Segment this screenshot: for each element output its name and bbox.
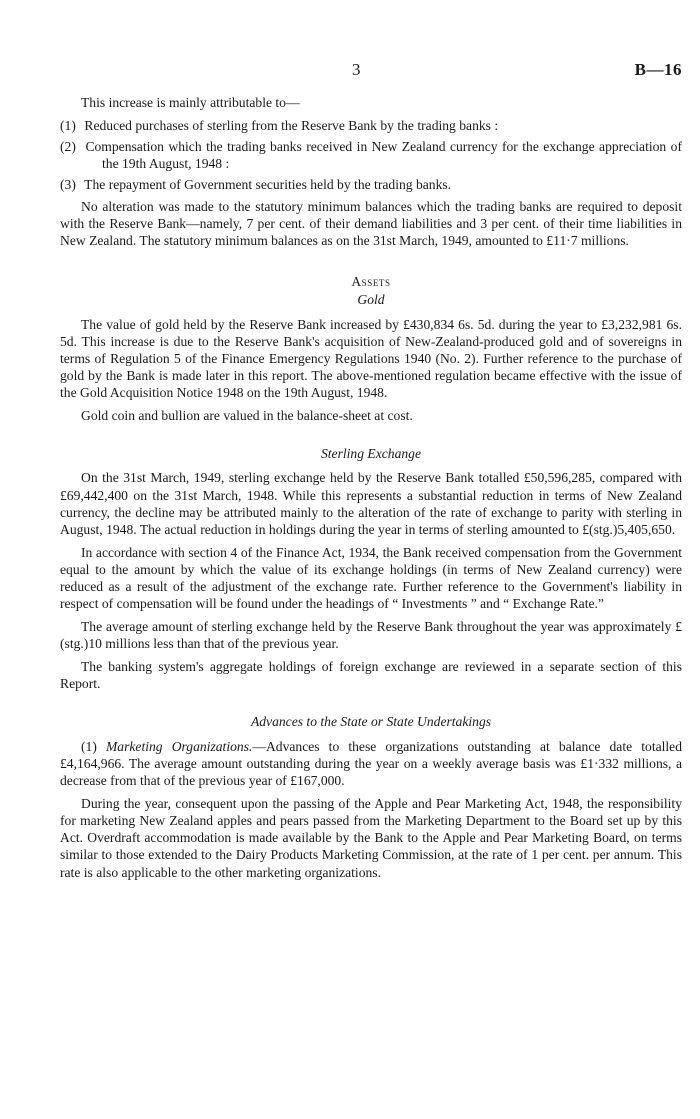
sterling-paragraph-4: The banking system's aggregate holdings of foreign exchange are reviewed in a separate section of this Report. [60, 658, 682, 692]
list-item: (3) The repayment of Government securities held by the trading banks. [60, 177, 452, 193]
subheading-advances: Advances to the State or State Undertakings [250, 714, 492, 730]
list-item-text: The repayment of Government securities held by the trading banks. [84, 177, 452, 193]
subheading-gold: Gold [357, 292, 385, 308]
section-heading-assets: Assets [351, 274, 391, 290]
sterling-paragraph-1: On the 31st March, 1949, sterling exchange held by the Reserve Bank totalled £50,596,285, compared with £69,442,400 on the 31st March, 1948. While this represents a substantial reduction in terms of New Zealand currency, the decline may be attributed mainly to the alteration of the rate of exchange to parity with sterling in August, 1948. The actual reduction in holdings during the year in terms of sterling amounted to £(stg.)5,405,650. [60, 470, 682, 538]
gold-paragraph-1: The value of gold held by the Reserve Bank increased by £430,834 6s. 5d. during the year to £3,232,981 6s. 5d. This increase is due to the Reserve Bank's acquisition of New-Zealand-produced gold and of sovereigns in terms of Regulation 5 of the Finance Emergency Regulations 1940 (No. 2). Further reference to the purchase of gold by the Bank is made later in this report. The above-mentioned regulation became effective with the issue of the Gold Acquisition Notice 1948 on the 19th August, 1948. [60, 316, 682, 401]
document-reference: B—16 [634, 60, 682, 79]
sterling-paragraph-2: In accordance with section 4 of the Finance Act, 1934, the Bank received compensation from the Government equal to the amount by which the value of its exchange holdings (in terms of New Zealand currency) were reduced as a result of the adjustment of the exchange rate. Further reference to the Government's liability in respect of compensation will be found under the headings of “ Investments ” and “ Exchange Rate.” [60, 544, 682, 612]
statutory-balances-paragraph: No alteration was made to the statutory minimum balances which the trading banks are required to deposit with the Reserve Bank—namely, 7 per cent. of their demand liabilities and 3 per cent. of their time liabilities in New Zealand. The statutory minimum balances as on the 31st March, 1949, amounted to £11·7 millions. [60, 198, 682, 248]
intro-lead: This increase is mainly attributable to— [81, 95, 300, 110]
list-item-text: Reduced purchases of sterling from the Reserve Bank by the trading banks : [84, 117, 499, 133]
page-body [60, 94, 682, 886]
list-item: (2) Compensation which the trading banks received in New Zealand currency for the exchange appreciation of the 19th August, 1948 : [60, 138, 682, 172]
page-number: 3 [352, 60, 361, 79]
advances-paragraph-2: During the year, consequent upon the passing of the Apple and Pear Marketing Act, 1948, the responsibility for marketing New Zealand apples and pears passed from the Marketing Department to the Board set up by this Act. Overdraft accommodation is made available by the Bank to the Apple and Pear Marketing Board, on terms similar to those extended to the Dairy Products Marketing Commission, at the rate of 1 per cent. per annum. This rate is also applicable to the other marketing organizations. [60, 795, 682, 880]
list-item-text: Compensation which the trading banks received in New Zealand currency for the exchange appreciation of the 19th August, 1948 : [85, 138, 682, 172]
gold-paragraph-2: Gold coin and bullion are valued in the balance-sheet at cost. [81, 408, 413, 424]
advances-paragraph-1-text: —Advances to these organizations outstanding at balance date totalled £4,164,966. The average amount outstanding during the year on a weekly average basis was £1·332 millions, a decrease from that of the previous year of £167,000. [60, 738, 683, 788]
advances-paragraph-1 [60, 738, 682, 790]
advances-item-number: (1) [81, 738, 97, 754]
page-header [0, 60, 700, 80]
list-item: (1) Reduced purchases of sterling from the Reserve Bank by the trading banks : [60, 117, 499, 133]
subheading-sterling-exchange: Sterling Exchange [320, 446, 422, 462]
advances-run-in-heading: Marketing Organizations. [105, 738, 253, 754]
sterling-paragraph-3: The average amount of sterling exchange held by the Reserve Bank throughout the year was approximately £(stg.)10 millions less than that of the previous year. [60, 619, 682, 652]
